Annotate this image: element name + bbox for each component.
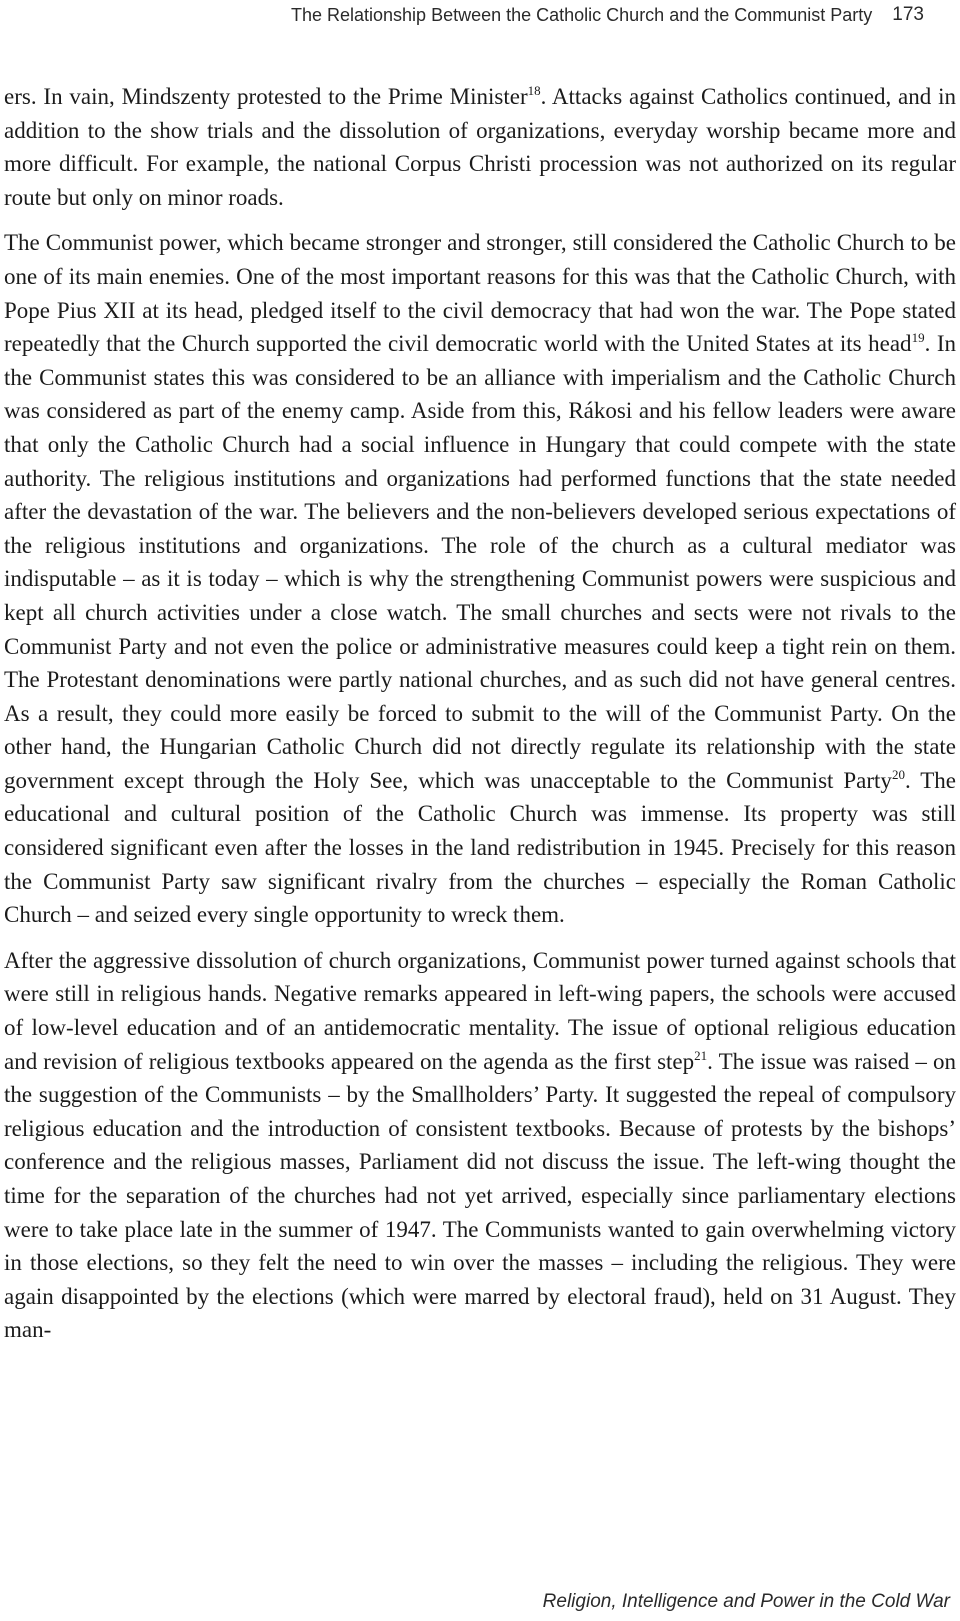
paragraph-text: After the aggressive dissolution of church organizations, Communist power turned against schools that were still in religious hands. Negative remarks appeared in left-wing papers, the schools were accused of low-level education and of an antidemocratic mentality. The issue of optional religious education and revision of religious textbooks appeared on the agenda as the first step xyxy=(4,947,956,1074)
page-number: 173 xyxy=(892,4,924,25)
paragraph-2 xyxy=(4,226,956,931)
paragraph-text: . In the Communist states this was considered to be an alliance with imperialism and the Catholic Church was considered as part of the enemy camp. Aside from this, Rákosi and his fellow leaders were aware that only the Catholic Church had a social influence in Hungary that could compete with the state authority. The religious institutions and organizations had performed functions that the state needed after the devastation of the war. The believers and the non-believers developed serious expectations of the religious institutions and organizations. The role of the church as a cultural mediator was indisputable – as it is today – which is why the strengthening Communist powers were suspicious and kept all church activities under a close watch. The small churches and sects were not rivals to the Communist Party and not even the police or administrative measures could keep a tight rein on them. The Protestant denominations were partly national churches, and as such did not have general centres. As a result, they could more easily be forced to submit to the will of the Communist Party. On the other hand, the Hungarian Catholic Church did not directly regulate its relationship with the state government except through the Holy See, which was unacceptable to the Communist Party xyxy=(4,331,956,793)
footnote-marker-19[interactable]: 19 xyxy=(911,330,925,346)
running-title: The Relationship Between the Catholic Church and the Communist Party xyxy=(290,4,873,25)
paragraph-text: . The issue was raised – on the suggestion of the Communists – by the Smallholders’ Party. It suggested the repeal of compulsory religious education and the introduction of consistent textbooks. Because of protests by the bishops’ conference and the religious masses, Parliament did not discuss the issue. The left-wing thought the time for the separation of the churches had not yet arrived, especially since parliamentary elections were to take place late in the summer of 1947. The Communists wanted to gain overwhelming victory in those elections, so they felt the need to win over the masses – including the religious. They were again disappointed by the elections (which were marred by electoral fraud), held on 31 August. They man- xyxy=(4,1048,957,1343)
footnote-marker-18[interactable]: 18 xyxy=(527,83,541,98)
footnote-marker-21[interactable]: 21 xyxy=(694,1047,708,1063)
paragraph-1 xyxy=(4,80,956,214)
paragraph-text: The Communist power, which became stronger and stronger, still considered the Catholic Church to be one of its main enemies. One of the most important reasons for this was that the Catholic Church, with Pope Pius XII at its head, pledged itself to the civil democracy that had won the war. The Pope stated repeatedly that the Church supported the civil democratic world with the United States at its head xyxy=(4,230,956,357)
running-footer: Religion, Intelligence and Power in the Cold War xyxy=(542,1591,950,1612)
paragraph-text: . Attacks against Catholics continued, and in addition to the show trials and the dissolution of organizations, everyday worship became more and more difficult. For example, the national Corpus Christi procession was not authorized on its regular route but only on minor roads. xyxy=(4,84,956,210)
paragraph-3 xyxy=(4,944,956,1347)
running-header xyxy=(291,0,924,30)
body-text xyxy=(4,80,956,1359)
paragraph-text: ers. In vain, Mindszenty protested to the Prime Minister xyxy=(4,84,528,109)
footnote-marker-20[interactable]: 20 xyxy=(891,766,905,782)
paragraph-text: . The educational and cultural position of the Catholic Church was immense. Its property was still considered significant even after the losses in the land redistribution in 1945. Precisely for this reason the Communist Party saw significant rivalry from the churches – especially the Roman Catholic Church – and seized every single opportunity to wreck them. xyxy=(4,767,956,928)
